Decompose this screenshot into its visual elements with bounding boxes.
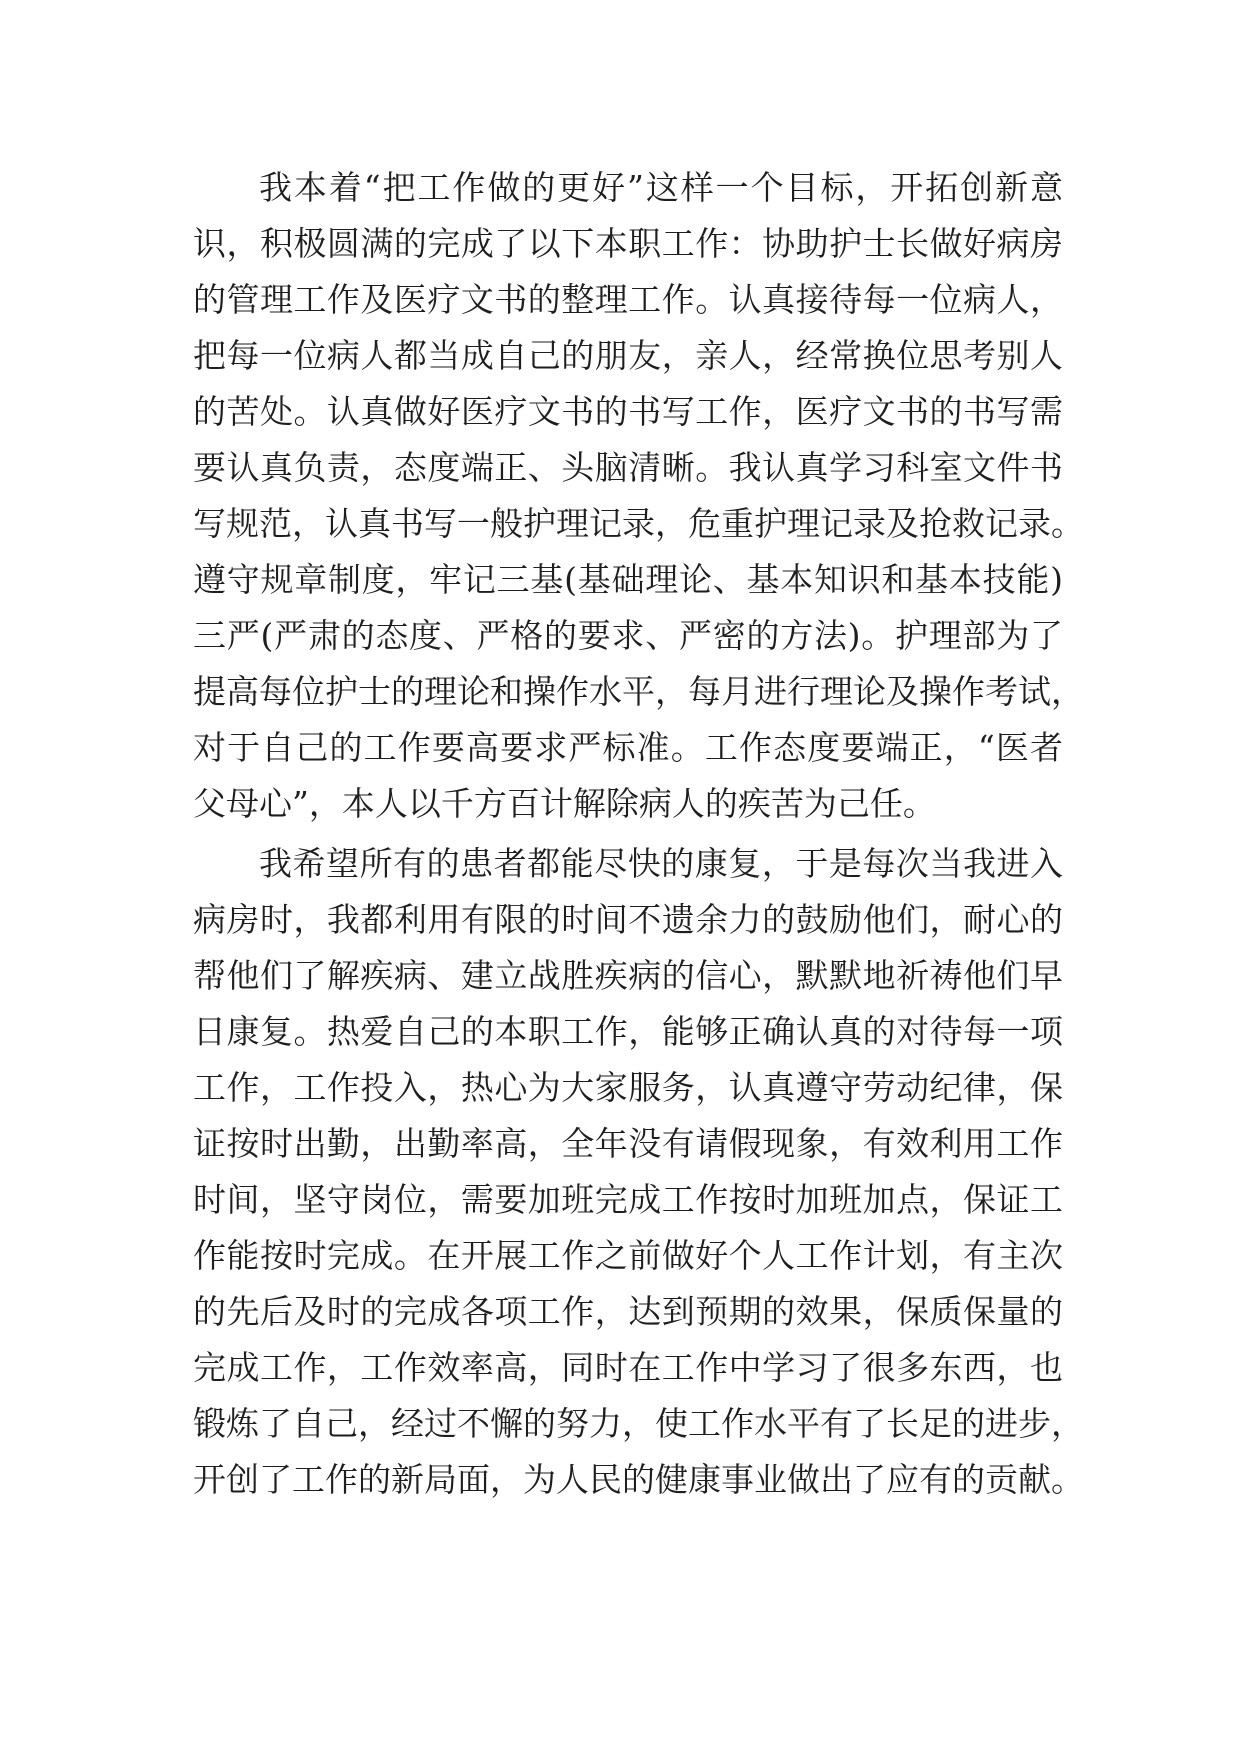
paragraph-line: 识，积极圆满的完成了以下本职工作：协助护士长做好病房 <box>193 224 1063 263</box>
paragraph-line: 完成工作，工作效率高，同时在工作中学习了很多东西，也 <box>193 1348 1063 1387</box>
paragraph-line: 病房时，我都利用有限的时间不遗余力的鼓励他们，耐心的 <box>193 900 1063 939</box>
paragraph-line: 作能按时完成。在开展工作之前做好个人工作计划，有主次 <box>193 1236 1063 1275</box>
paragraph-line: 三严(严肃的态度、严格的要求、严密的方法)。护理部为了 <box>193 616 1063 655</box>
paragraph-line: 我希望所有的患者都能尽快的康复，于是每次当我进入 <box>259 844 1063 883</box>
paragraph-line: 对于自己的工作要高要求严标准。工作态度要端正，“医者 <box>193 728 1063 767</box>
paragraph-line: 写规范，认真书写一般护理记录，危重护理记录及抢救记录。 <box>193 504 1084 543</box>
paragraph-line: 我本着“把工作做的更好”这样一个目标，开拓创新意 <box>259 168 1063 207</box>
paragraph-line: 时间，坚守岗位，需要加班完成工作按时加班加点，保证工 <box>193 1180 1063 1219</box>
paragraph-line: 的管理工作及医疗文书的整理工作。认真接待每一位病人， <box>193 280 1063 319</box>
paragraph-line: 的苦处。认真做好医疗文书的书写工作，医疗文书的书写需 <box>193 392 1063 431</box>
paragraph-line: 日康复。热爱自己的本职工作，能够正确认真的对待每一项 <box>193 1012 1063 1051</box>
paragraph-line: 开创了工作的新局面，为人民的健康事业做出了应有的贡献。 <box>193 1460 1084 1499</box>
paragraph-line: 父母心”，本人以千方百计解除病人的疾苦为己任。 <box>193 784 936 823</box>
paragraph-line: 锻炼了自己，经过不懈的努力，使工作水平有了长足的进步， <box>193 1404 1084 1443</box>
paragraph-1 <box>193 160 1084 832</box>
paragraph-line: 要认真负责，态度端正、头脑清晰。我认真学习科室文件书 <box>193 448 1063 487</box>
paragraph-line: 提高每位护士的理论和操作水平，每月进行理论及操作考试， <box>193 672 1084 711</box>
paragraph-line: 帮他们了解疾病、建立战胜疾病的信心，默默地祈祷他们早 <box>193 956 1063 995</box>
paragraph-line: 把每一位病人都当成自己的朋友，亲人，经常换位思考别人 <box>193 336 1063 375</box>
paragraph-line: 的先后及时的完成各项工作，达到预期的效果，保质保量的 <box>193 1292 1063 1331</box>
paragraph-2 <box>193 836 1084 1508</box>
document-body <box>193 160 1084 1508</box>
paragraph-line: 遵守规章制度，牢记三基(基础理论、基本知识和基本技能) <box>193 560 1063 599</box>
paragraph-line: 工作，工作投入，热心为大家服务，认真遵守劳动纪律，保 <box>193 1068 1063 1107</box>
paragraph-line: 证按时出勤，出勤率高，全年没有请假现象，有效利用工作 <box>193 1124 1063 1163</box>
